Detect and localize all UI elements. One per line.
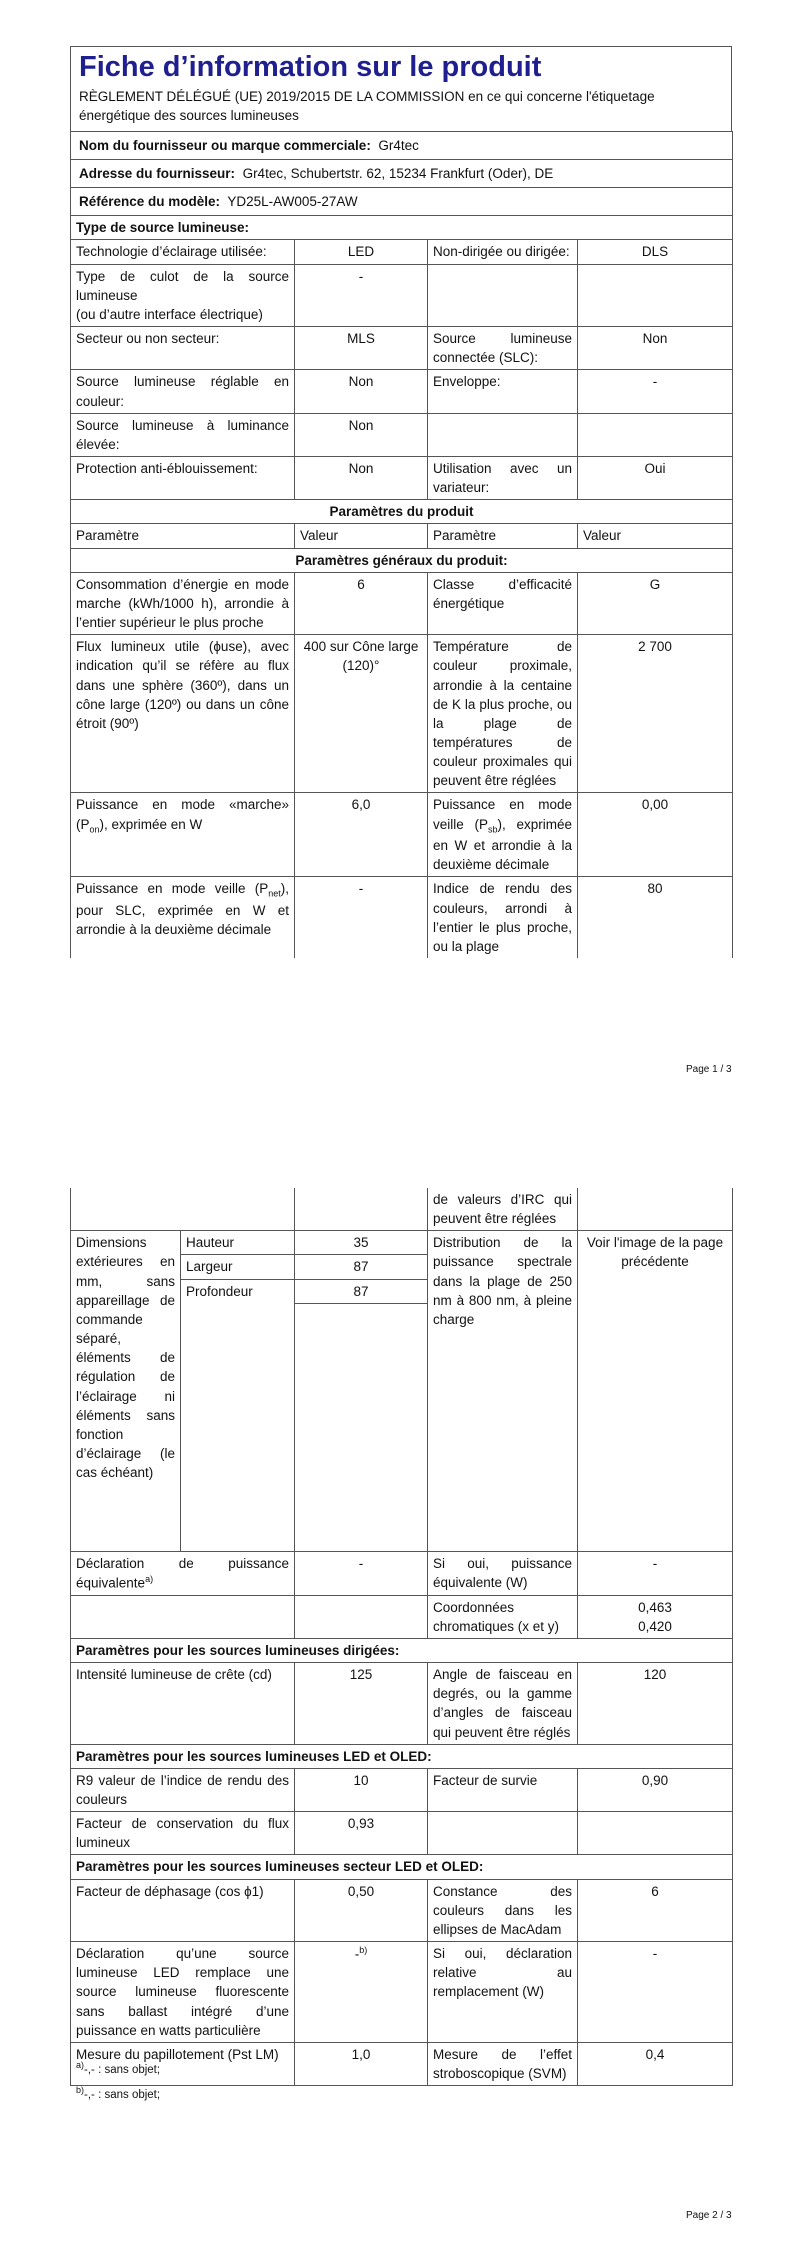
row-label: Source lumineuse réglable en couleur: — [71, 370, 295, 413]
model-value: YD25L-AW005-27AW — [227, 194, 358, 210]
column-header: Valeur — [578, 524, 733, 548]
row-value: Non — [295, 370, 428, 413]
dimension-name: Largeur — [181, 1255, 295, 1279]
row-value — [578, 413, 733, 456]
column-header: Paramètre — [71, 524, 295, 548]
label-part: Puissance en mode veille (P — [76, 881, 269, 897]
row-label — [71, 877, 295, 958]
row-label: Déclaration qu’une source lumineuse LED remplace une source lumineuse fluorescente sans ballast intégré d’une puissance en watts particulière — [71, 1942, 295, 2043]
table-row — [71, 2042, 733, 2085]
row-value: 125 — [295, 1663, 428, 1745]
row-label: Indice de rendu des couleurs, arrondi à l’entier le plus proche, ou la plage — [428, 877, 578, 958]
row-label: Facteur de conservation du flux lumineux — [71, 1812, 295, 1855]
row-value: DLS — [578, 240, 733, 264]
footnote-mark: b) — [359, 1945, 368, 1956]
dimension-value: 35 — [295, 1231, 428, 1255]
supplier-address-row — [71, 159, 733, 187]
row-value: Oui — [578, 456, 733, 499]
model-row — [71, 188, 733, 216]
table-row — [71, 793, 733, 877]
row-value: - — [295, 877, 428, 958]
row-label — [428, 793, 578, 877]
cap-type-label-note: (ou d’autre interface électrique) — [76, 306, 263, 322]
row-value — [295, 1942, 428, 2043]
footnote-text: -,- : sans objet; — [84, 2063, 161, 2076]
table-row — [71, 877, 733, 958]
page-2 — [70, 1188, 732, 2086]
row-value: 6 — [295, 572, 428, 634]
row-label: Utilisation avec un variateur: — [428, 456, 578, 499]
supplier-name-row — [71, 131, 733, 159]
label-part: ), pour SLC, exprimée en W et arrondie à la deuxième décimale — [76, 881, 289, 937]
table-row — [71, 413, 733, 456]
footnote-mark: a) — [76, 2060, 85, 2070]
footnote-mark: a) — [145, 1573, 154, 1584]
row-label: Mesure du papillotement (Pst LM) — [71, 2042, 295, 2085]
page-title: Fiche d’information sur le produit — [79, 51, 542, 83]
mains-section-title: Paramètres pour les sources lumineuses secteur LED et OLED: — [71, 1855, 733, 1879]
row-value: 400 sur Cône large (120)° — [295, 635, 428, 793]
header-block — [70, 46, 732, 131]
row-label: Si oui, puissance équivalente (W) — [428, 1551, 578, 1595]
dimension-name: Profondeur — [181, 1279, 295, 1303]
row-value: 2 700 — [578, 635, 733, 793]
cap-type-label: Type de culot de la source lumineuse — [76, 268, 289, 303]
dimensions-label: Dimensions extérieures en mm, sans appareillage de commande séparé, éléments de régulation de l’éclairage ni éléments sans fonction d’éclairage (le cas échéant) — [71, 1231, 181, 1551]
row-label — [71, 264, 295, 326]
row-value: - — [578, 1942, 733, 2043]
row-value: MLS — [295, 327, 428, 370]
row-value: 0,93 — [295, 1812, 428, 1855]
table-row — [71, 264, 733, 326]
row-value: 6 — [578, 1879, 733, 1941]
footnote-text: -,- : sans objet; — [84, 2088, 161, 2101]
row-value: G — [578, 572, 733, 634]
footnote-b — [76, 2082, 160, 2107]
chroma-y: 0,420 — [638, 1618, 672, 1634]
row-value — [578, 1812, 733, 1855]
row-value: Non — [295, 413, 428, 456]
dimensions-row — [71, 1231, 733, 1255]
row-label: Angle de faisceau en degrés, ou la gamme d’angles de faisceau qui peuvent être réglés — [428, 1663, 578, 1745]
row-value: LED — [295, 240, 428, 264]
supplier-address-label: Adresse du fournisseur: — [79, 165, 236, 181]
supplier-address-value: Gr4tec, Schubertstr. 62, 15234 Frankfurt (Oder), DE — [242, 165, 554, 181]
column-header: Paramètre — [428, 524, 578, 548]
type-section-title: Type de source lumineuse: — [71, 216, 733, 240]
label-subscript: net — [268, 889, 281, 900]
dimension-value: 87 — [295, 1255, 428, 1279]
label-part: Déclaration de puissance équivalente — [76, 1555, 289, 1591]
value-part: - — [354, 1946, 360, 1962]
row-label — [71, 793, 295, 877]
dimension-value: 87 — [295, 1279, 428, 1303]
product-info-table-continued — [70, 1188, 733, 2086]
row-value: 0,50 — [295, 1879, 428, 1941]
column-header: Valeur — [295, 524, 428, 548]
row-label: R9 valeur de l’indice de rendu des couleurs — [71, 1768, 295, 1811]
row-label: Mesure de l’effet stroboscopique (SVM) — [428, 2042, 578, 2085]
row-label: Consommation d’énergie en mode marche (kWh/1000 h), arrondie à l’entier supérieur le plus proche — [71, 572, 295, 634]
row-value: 0,4 — [578, 2042, 733, 2085]
model-label: Référence du modèle: — [79, 194, 221, 210]
row-label: de valeurs d’IRC qui peuvent être réglées — [428, 1188, 578, 1231]
label-part: Puissance en mode «marche» (P — [76, 797, 289, 832]
row-label: Secteur ou non secteur: — [71, 327, 295, 370]
product-params-title: Paramètres du produit — [71, 500, 733, 524]
supplier-name-value: Gr4tec — [378, 137, 419, 153]
label-part: ), exprimée en W — [99, 816, 203, 832]
directed-section-title: Paramètres pour les sources lumineuses dirigées: — [71, 1638, 733, 1662]
row-label: Si oui, déclaration relative au remplacement (W) — [428, 1942, 578, 2043]
row-value: 0,90 — [578, 1768, 733, 1811]
row-value — [578, 1595, 733, 1638]
row-value: 10 — [295, 1768, 428, 1811]
row-label: Classe d’efficacité énergétique — [428, 572, 578, 634]
row-label: Température de couleur proximale, arrondie à la centaine de K la plus proche, ou la plage de températures de couleur proximales qui peuvent être réglées — [428, 635, 578, 793]
label-subscript: sb — [487, 824, 498, 835]
table-row — [71, 1595, 733, 1638]
page-number: Page 1 / 3 — [686, 1064, 732, 1075]
row-label: Non-dirigée ou dirigée: — [428, 240, 578, 264]
row-label: Flux lumineux utile (ϕuse), avec indication qu’il se réfère au flux dans une sphère (360º), dans un cône large (120º) ou dans un cône étroit (90º) — [71, 635, 295, 793]
row-label: Source lumineuse connectée (SLC): — [428, 327, 578, 370]
row-value: - — [295, 1551, 428, 1595]
row-label — [428, 413, 578, 456]
table-row — [71, 456, 733, 499]
row-label: Constance des couleurs dans les ellipses de MacAdam — [428, 1879, 578, 1941]
table-row — [71, 1551, 733, 1595]
table-row — [71, 1188, 733, 1231]
page-number: Page 2 / 3 — [686, 2210, 732, 2221]
row-value: - — [578, 1551, 733, 1595]
row-value — [578, 264, 733, 326]
row-label — [71, 1551, 295, 1595]
table-row — [71, 1663, 733, 1745]
page-1 — [70, 46, 732, 958]
chroma-x: 0,463 — [638, 1599, 672, 1615]
spd-value: Voir l'image de la page précédente — [578, 1231, 733, 1551]
label-part: Puissance en mode veille (P — [433, 797, 572, 832]
row-value: - — [295, 264, 428, 326]
table-row — [71, 1812, 733, 1855]
footnote-mark: b) — [76, 2084, 85, 2095]
row-label — [428, 1812, 578, 1855]
table-row — [71, 1879, 733, 1941]
row-label: Protection anti-éblouissement: — [71, 456, 295, 499]
row-value: 80 — [578, 877, 733, 958]
footnotes — [76, 2057, 160, 2106]
spd-label: Distribution de la puissance spectrale dans la plage de 250 nm à 800 nm, à pleine charge — [428, 1231, 578, 1551]
row-value: - — [578, 370, 733, 413]
row-label — [428, 264, 578, 326]
table-row — [71, 572, 733, 634]
label-part: ), exprimée en W et arrondie à la deuxième décimale — [433, 816, 572, 873]
row-label: Enveloppe: — [428, 370, 578, 413]
table-row — [71, 1768, 733, 1811]
table-row — [71, 370, 733, 413]
row-label: Source lumineuse à luminance élevée: — [71, 413, 295, 456]
row-label: Intensité lumineuse de crête (cd) — [71, 1663, 295, 1745]
product-info-table — [70, 131, 733, 958]
row-value: 1,0 — [295, 2042, 428, 2085]
row-value: 120 — [578, 1663, 733, 1745]
row-label: Technologie d’éclairage utilisée: — [71, 240, 295, 264]
row-label: Facteur de déphasage (cos ϕ1) — [71, 1879, 295, 1941]
table-row — [71, 1942, 733, 2043]
row-value: 0,00 — [578, 793, 733, 877]
row-value: Non — [578, 327, 733, 370]
table-row — [71, 327, 733, 370]
row-label: Facteur de survie — [428, 1768, 578, 1811]
supplier-name-label: Nom du fournisseur ou marque commerciale: — [79, 137, 371, 153]
footnote-a — [76, 2057, 160, 2082]
regulation-text: RÈGLEMENT DÉLÉGUÉ (UE) 2019/2015 DE LA COMMISSION en ce qui concerne l'étiquetage énergétique des sources lumineuses — [79, 89, 655, 123]
table-row — [71, 240, 733, 264]
led-section-title: Paramètres pour les sources lumineuses LED et OLED: — [71, 1744, 733, 1768]
row-value: 6,0 — [295, 793, 428, 877]
row-label: Coordonnées chromatiques (x et y) — [428, 1595, 578, 1638]
table-row — [71, 635, 733, 793]
dimension-name: Hauteur — [181, 1231, 295, 1255]
label-subscript: on — [89, 824, 100, 835]
column-header-row — [71, 524, 733, 548]
general-params-title: Paramètres généraux du produit: — [71, 548, 733, 572]
row-value: Non — [295, 456, 428, 499]
